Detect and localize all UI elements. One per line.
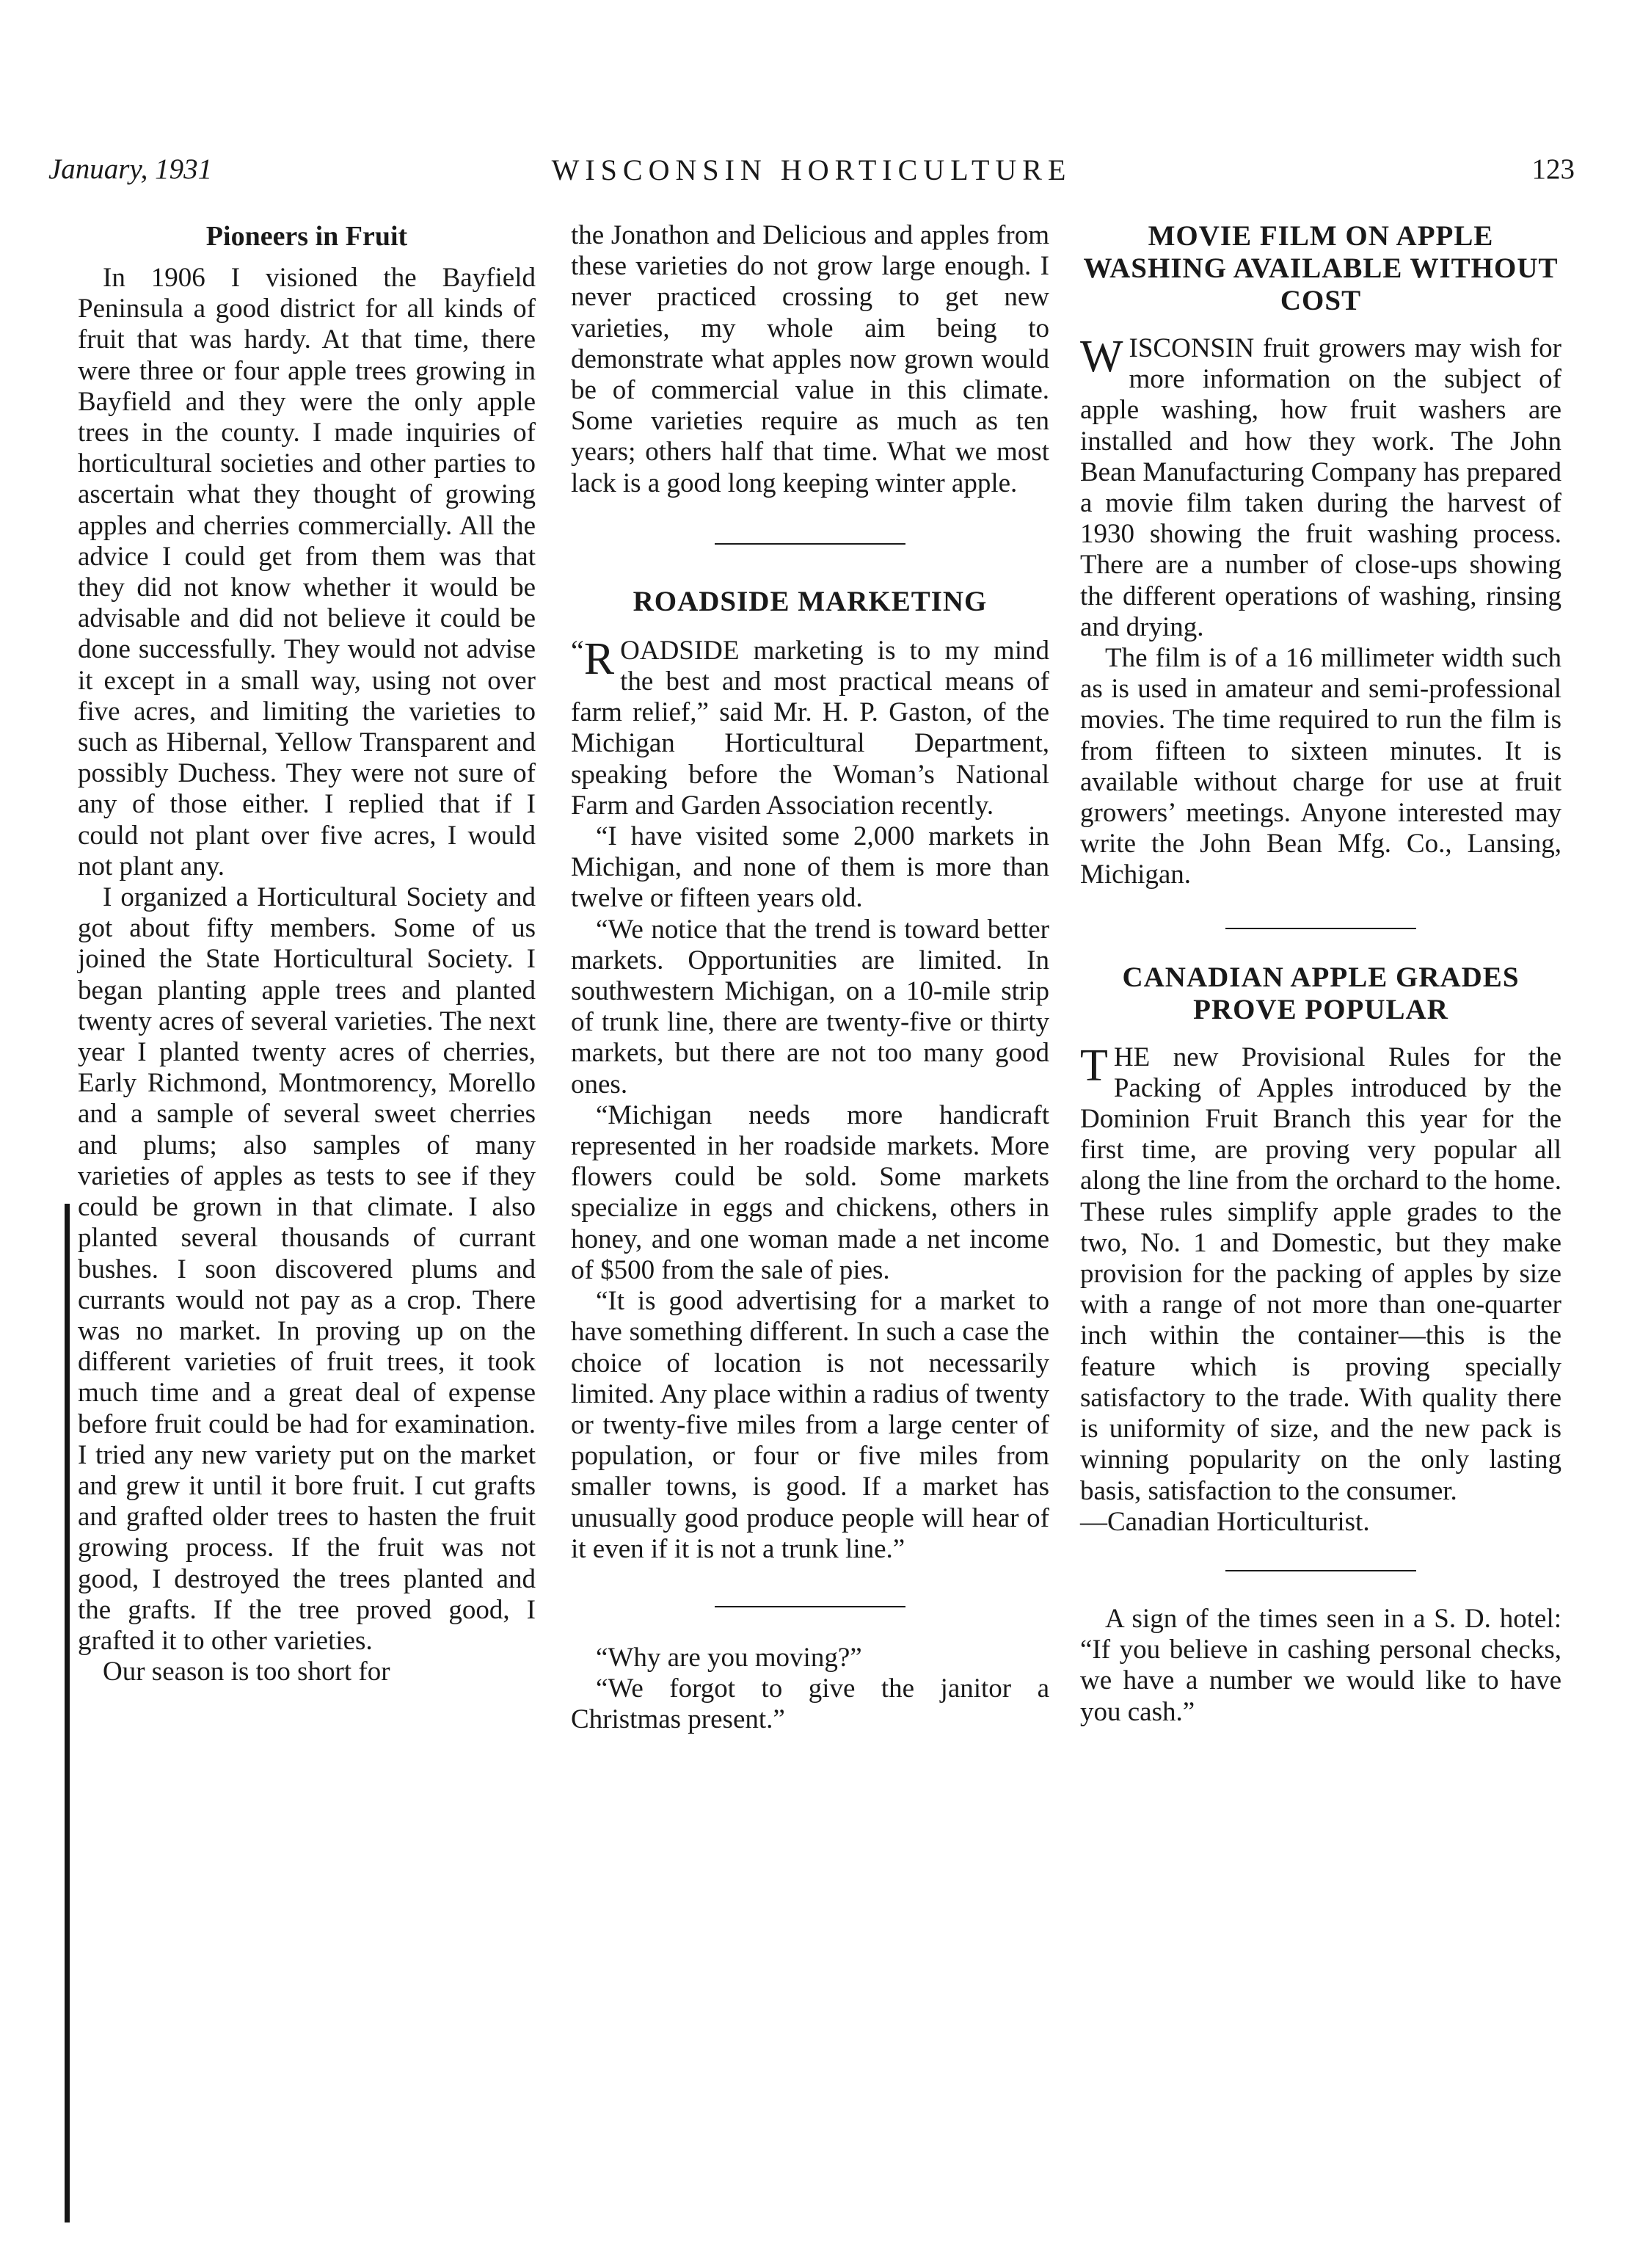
section-divider bbox=[715, 1606, 905, 1607]
article-heading-roadside-marketing: ROADSIDE MARKETING bbox=[633, 585, 988, 617]
page-header bbox=[48, 153, 1575, 197]
opening-quote: “ bbox=[571, 633, 584, 667]
page-number: 123 bbox=[1531, 153, 1575, 185]
paragraph: In 1906 I visioned the Bayfield Peninsula a good district for all kinds of fruit that was hardy. At that time, there were three or four apple trees growing in Bayfield and they were the only apple trees in the county. I made inquiries of horticultural societies and other parties to ascertain what they thought of growing apples and cherries commercially. All the advice I could get from them was that they did not know whether it would be advisable and did not believe it could be done successfully. They would not advise it except in a small way, using not over five acres, and limiting the varieties to such as Hibernal, Yellow Transparent and possibly Duchess. They were not sure of any of those either. I replied that if I could not plant over five acres, I would not plant any. bbox=[78, 263, 536, 882]
paragraph: A sign of the times seen in a S. D. hotel: “If you believe in cashing personal checks, we have a number we would like to have you cash.” bbox=[1080, 1603, 1561, 1727]
column-left bbox=[78, 220, 536, 1687]
section-divider bbox=[1225, 1570, 1416, 1571]
paragraph: “Michigan needs more handicraft represented in her roadside markets. More flowers could be sold. Some markets specialize in eggs and chickens, others in honey, and one woman made a net income of $500 from the sale of pies. bbox=[571, 1100, 1049, 1285]
joke-line: “Why are you moving?” bbox=[596, 1642, 862, 1673]
paragraph: I organized a Horticultural Society and got about fifty members. Some of us joined the State Horticultural Society. I began planting apple trees and planted twenty acres of several varieties. The next year I planted twenty acres of cherries, Early Richmond, Montmorency, Morello and a sample of several sweet cherries and plums; also samples of many varieties of apples as tests to see if they could be grown in that climate. I also planted several thousands of currant bushes. I soon discovered plums and currants would not pay as a crop. There was no market. In proving up on the different varieties of fruit trees, it took much time and a great deal of expense before fruit could be had for examination. I tried any new variety put on the market and grew it until it bore fruit. I cut grafts and grafted older trees to hasten the fruit growing process. If the fruit was not good, I destroyed the trees planted and the grafts. If the tree proved good, I grafted it to other varieties. bbox=[78, 882, 536, 1656]
section-divider bbox=[715, 543, 905, 545]
source-credit: —Canadian Horticulturist. bbox=[1080, 1506, 1370, 1537]
article-heading-movie-film: MOVIE FILM ON APPLE WASHING AVAILABLE WITHOUT COST bbox=[1083, 220, 1559, 316]
paragraph: “We notice that the trend is toward better markets. Opportunities are limited. In southwestern Michigan, on a 10-mile strip of trunk line, there are twenty-five or thirty markets, but there are not too many good ones. bbox=[571, 914, 1049, 1100]
joke-line: “We forgot to give the janitor a Christmas present.” bbox=[571, 1673, 1049, 1735]
paragraph: Our season is too short for bbox=[103, 1657, 390, 1687]
paragraph: T HE new Provisional Rules for the Packing of Apples introduced by the Dominion Fruit Branch this year for the first time, are proving very popular all along the line from the orchard to the home. These rules simplify apple grades to the two, No. 1 and Domestic, but they make provision for the packing of apples by size with a range of not more than one-quarter inch within the container—this is the feature which is proving specially satisfactory to the trade. With quality there is uniformity of size, and the new pack is winning popularity on the only lasting basis, satisfaction to the consumer. bbox=[1080, 1040, 1561, 1506]
paragraph: “I have visited some 2,000 markets in Michigan, and none of them is more than twelve or fifteen years old. bbox=[571, 821, 1049, 914]
column-right bbox=[1080, 220, 1561, 1728]
publication-title: WISCONSIN HORTICULTURE bbox=[551, 153, 1072, 186]
drop-cap: T bbox=[1080, 1040, 1108, 1091]
paragraph: The film is of a 16 millimeter width such as is used in amateur and semi-professional movies. The time required to run the film is from fifteen to sixteen minutes. It is available without charge for use at fruit growers’ meetings. Anyone interested may write the John Bean Mfg. Co., Lansing, Michigan. bbox=[1080, 643, 1561, 890]
column-middle bbox=[571, 220, 1049, 1736]
drop-cap: R bbox=[583, 633, 615, 684]
paragraph: W ISCONSIN fruit growers may wish for more information on the subject of apple washing, how fruit washers are installed and how they work. The John Bean Manufacturing Company has prepared a movie film taken during the harvest of 1930 showing the fruit washing process. There are a number of close-ups showing the different operations of washing, rinsing and drying. bbox=[1080, 332, 1561, 642]
article-heading-pioneers: Pioneers in Fruit bbox=[205, 221, 408, 252]
margin-bar bbox=[65, 1204, 70, 2222]
section-divider bbox=[1225, 928, 1416, 929]
article-heading-canadian-grades: CANADIAN APPLE GRADES PROVE POPULAR bbox=[1122, 961, 1520, 1025]
paragraph: the Jonathon and Delicious and apples from these varieties do not grow large enough. I never practiced crossing to get new varieties, my whole aim being to demonstrate what apples now grown would be of commercial value in this climate. Some varieties require as much as ten years; others half that time. What we most lack is a good long keeping winter apple. bbox=[571, 220, 1049, 498]
paragraph: “ R OADSIDE marketing is to my mind the best and most practical means of farm relief,” said Mr. H. P. Gaston, of the Michigan Horticultural Department, speaking before the Woman’s National Farm and Garden Association recently. bbox=[571, 633, 1049, 821]
paragraph: “It is good advertising for a market to have something different. In such a case the choice of location is not necessarily limited. Any place within a radius of twenty or twenty-five miles from a large center of population, or four or five miles from smaller towns, is good. If a market has unusually good produce people will hear of it even if it is not a trunk line.” bbox=[571, 1286, 1049, 1564]
drop-cap: W bbox=[1080, 332, 1123, 382]
issue-date: January, 1931 bbox=[48, 153, 213, 185]
